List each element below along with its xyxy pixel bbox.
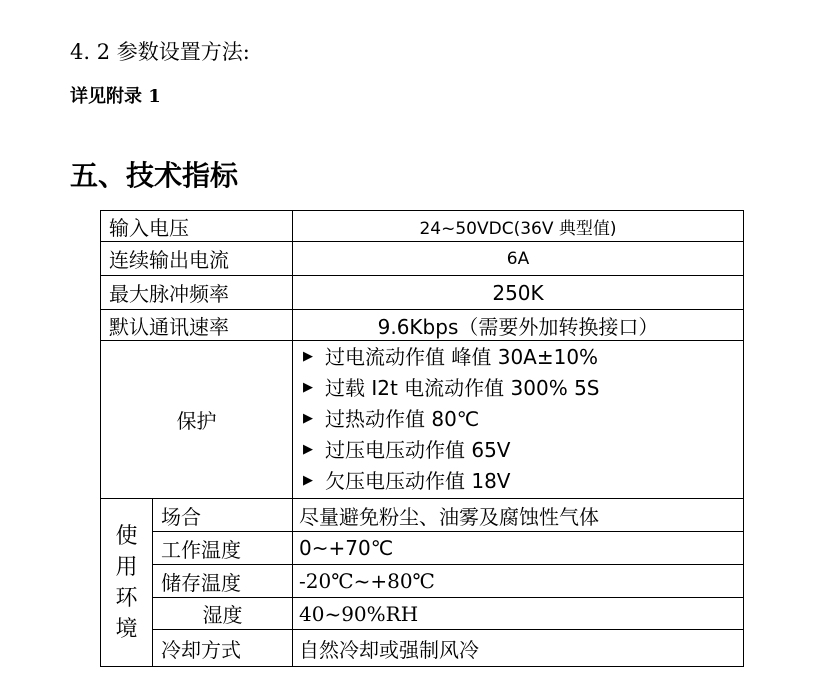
table-row [101,211,744,242]
env-row-label: 冷却方式 [153,630,293,667]
see-appendix-text: 详见附录 1 [70,86,161,107]
env-row-value: 尽量避免粉尘、油雾及腐蚀性气体 [293,499,744,532]
env-row-label: 工作温度 [153,532,293,565]
env-row-value: 自然冷却或强制风冷 [293,630,744,667]
row-value: 250K [293,276,744,310]
env-row-value: 40~90%RH [293,598,744,630]
table-row-protection [101,341,744,499]
protection-label: 保护 [101,341,293,499]
env-row-label: 场合 [153,499,293,532]
table-row-env [101,532,744,565]
env-row-label: 储存温度 [153,565,293,598]
table-row-env [101,565,744,598]
env-row-label: 湿度 [153,598,293,630]
list-item: ▶ 过电流动作值 峰值 30A±10% [303,342,743,373]
bullet-icon: ▶ [303,349,313,364]
environment-label: 使 用 环 境 [101,499,153,667]
env-row-value: 0~+70℃ [293,532,744,565]
bullet-icon: ▶ [303,473,313,488]
row-value: 6A [293,242,744,276]
list-item: ▶ 过压电压动作值 65V [303,435,743,466]
protection-list [293,342,743,497]
section-5-heading: 五、技术指标 [70,159,239,192]
bullet-icon: ▶ [303,442,313,457]
table-row-env [101,598,744,630]
row-label: 输入电压 [101,211,293,242]
table-row-env [101,499,744,532]
bullet-icon: ▶ [303,411,313,426]
list-item: ▶ 欠压电压动作值 18V [303,466,743,497]
table-row [101,310,744,341]
table-row [101,242,744,276]
list-item: ▶ 过热动作值 80℃ [303,404,743,435]
spec-table [100,210,744,667]
env-row-value: -20℃~+80℃ [293,565,744,598]
list-item: ▶ 过载 I2t 电流动作值 300% 5S [303,373,743,404]
row-label: 最大脉冲频率 [101,276,293,310]
row-value: 24~50VDC(36V 典型值) [293,211,744,242]
row-value: 9.6Kbps（需要外加转换接口） [293,310,744,341]
protection-cell [293,341,744,499]
section-4-2-heading: 4. 2 参数设置方法: [70,40,250,64]
row-label: 默认通讯速率 [101,310,293,341]
bullet-icon: ▶ [303,380,313,395]
row-label: 连续输出电流 [101,242,293,276]
table-row-env [101,630,744,667]
table-row [101,276,744,310]
